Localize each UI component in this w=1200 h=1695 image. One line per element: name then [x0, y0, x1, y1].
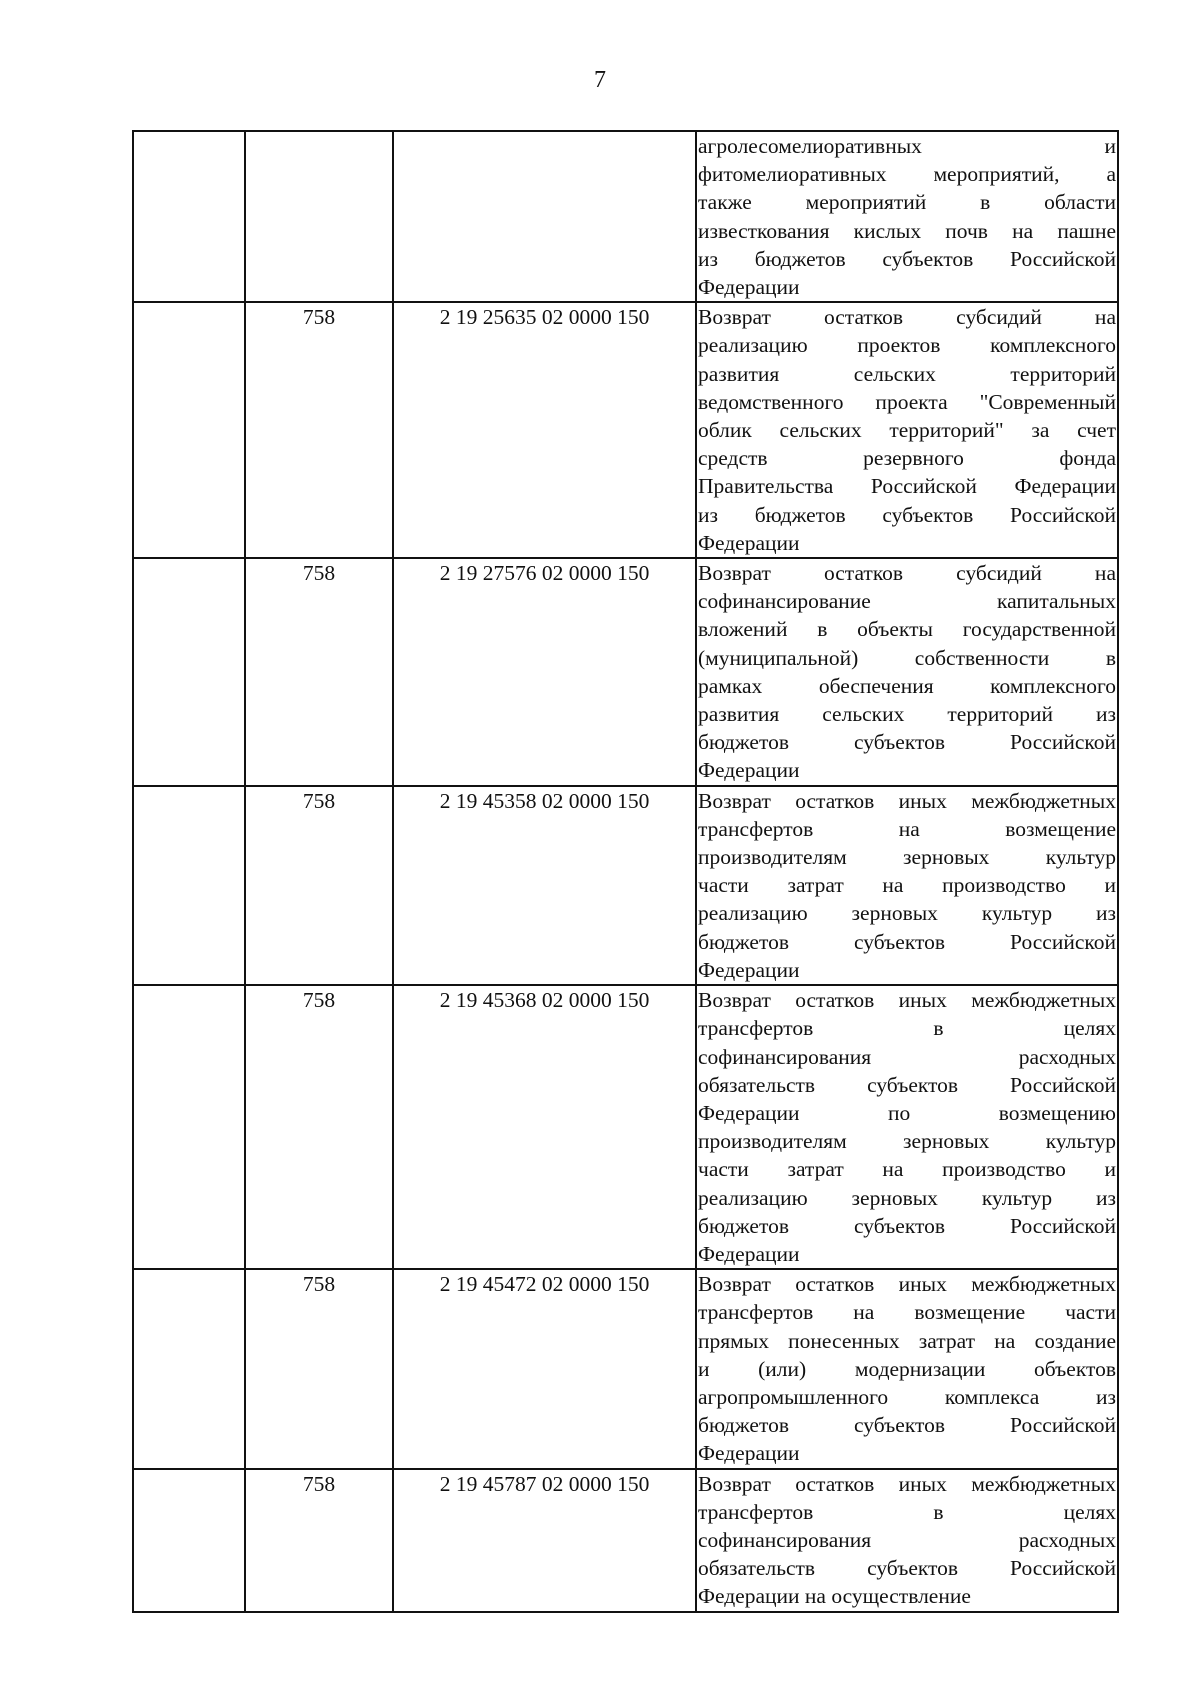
description-line: Федерации по возмещению [698, 1100, 1116, 1125]
empty-cell [133, 302, 245, 558]
description-cell [696, 302, 1118, 558]
kbk-code-cell: 2 19 25635 02 0000 150 [393, 302, 696, 558]
description-line: фитомелиоративных мероприятий, а [698, 162, 1116, 187]
admin-code-cell: 758 [245, 302, 393, 558]
empty-cell [133, 1269, 245, 1468]
empty-cell [133, 1469, 245, 1612]
description-line: трансфертов на возмещение [698, 816, 1116, 841]
description-line: также мероприятий в области [698, 190, 1116, 215]
description-line: бюджетов субъектов Российской [698, 1413, 1116, 1438]
description-line: облик сельских территорий" за счет [698, 418, 1116, 443]
description-line: Возврат остатков иных межбюджетных [698, 1272, 1116, 1297]
table-row [133, 985, 1118, 1269]
description-line: Возврат остатков иных межбюджетных [698, 1471, 1116, 1496]
empty-cell [133, 558, 245, 786]
description-line: производителям зерновых культур [698, 845, 1116, 870]
table-row [133, 1269, 1118, 1468]
kbk-code-cell: 2 19 45358 02 0000 150 [393, 786, 696, 985]
kbk-code-cell [393, 131, 696, 302]
description-line: рамках обеспечения комплексного [698, 673, 1116, 698]
description-line: Правительства Российской Федерации [698, 474, 1116, 499]
budget-classification-table [132, 130, 1119, 1613]
description-cell [696, 786, 1118, 985]
description-line: ведомственного проекта "Современный [698, 389, 1116, 414]
table-row [133, 558, 1118, 786]
admin-code-cell: 758 [245, 558, 393, 786]
table-row [133, 131, 1118, 302]
description-line: Возврат остатков субсидий на [698, 561, 1116, 586]
description-line: трансфертов на возмещение части [698, 1300, 1116, 1325]
table-body [133, 131, 1118, 1612]
table-row [133, 786, 1118, 985]
description-line: бюджетов субъектов Российской [698, 1213, 1116, 1238]
description-line: трансфертов в целях [698, 1499, 1116, 1524]
description-line: софинансирования расходных [698, 1044, 1116, 1069]
description-line: бюджетов субъектов Российской [698, 730, 1116, 755]
description-line: средств резервного фонда [698, 446, 1116, 471]
description-line: известкования кислых почв на пашне [698, 218, 1116, 243]
table-row [133, 302, 1118, 558]
description-line: Возврат остатков субсидий на [698, 305, 1116, 330]
description-line: развития сельских территорий из [698, 702, 1116, 727]
description-line: Федерации [698, 530, 800, 555]
kbk-code-cell: 2 19 45472 02 0000 150 [393, 1269, 696, 1468]
description-line: Возврат остатков иных межбюджетных [698, 788, 1116, 813]
description-line: развития сельских территорий [698, 361, 1116, 386]
description-line: реализацию зерновых культур из [698, 901, 1116, 926]
description-line: трансфертов в целях [698, 1016, 1116, 1041]
description-line: софинансирование капитальных [698, 589, 1116, 614]
description-line: реализацию зерновых культур из [698, 1185, 1116, 1210]
admin-code-cell: 758 [245, 786, 393, 985]
description-cell [696, 1469, 1118, 1612]
kbk-code-cell: 2 19 45368 02 0000 150 [393, 985, 696, 1269]
kbk-code-cell: 2 19 27576 02 0000 150 [393, 558, 696, 786]
description-line: обязательств субъектов Российской [698, 1556, 1116, 1581]
description-line: Федерации [698, 275, 800, 300]
admin-code-cell: 758 [245, 1469, 393, 1612]
description-line: части затрат на производство и [698, 1157, 1116, 1182]
description-line: Федерации на осуществление [698, 1584, 971, 1609]
description-line: реализацию проектов комплексного [698, 333, 1116, 358]
description-line: Федерации [698, 957, 800, 982]
description-cell [696, 558, 1118, 786]
kbk-code-cell: 2 19 45787 02 0000 150 [393, 1469, 696, 1612]
description-line: Федерации [698, 1441, 800, 1466]
description-line: вложений в объекты государственной [698, 617, 1116, 642]
description-line: из бюджетов субъектов Российской [698, 502, 1116, 527]
description-line: части затрат на производство и [698, 873, 1116, 898]
description-line: агропромышленного комплекса из [698, 1384, 1116, 1409]
description-line: из бюджетов субъектов Российской [698, 246, 1116, 271]
admin-code-cell [245, 131, 393, 302]
description-line: бюджетов субъектов Российской [698, 929, 1116, 954]
description-line: Возврат остатков иных межбюджетных [698, 988, 1116, 1013]
description-cell [696, 985, 1118, 1269]
description-line: (муниципальной) собственности в [698, 645, 1116, 670]
description-line: обязательств субъектов Российской [698, 1072, 1116, 1097]
empty-cell [133, 131, 245, 302]
description-line: прямых понесенных затрат на создание [698, 1328, 1116, 1353]
description-cell [696, 131, 1118, 302]
description-line: агролесомелиоративных и [698, 134, 1116, 158]
description-line: софинансирования расходных [698, 1527, 1116, 1552]
description-line: Федерации [698, 758, 800, 783]
description-line: Федерации [698, 1241, 800, 1266]
admin-code-cell: 758 [245, 1269, 393, 1468]
table-row [133, 1469, 1118, 1612]
description-cell [696, 1269, 1118, 1468]
page-number: 7 [594, 67, 606, 93]
admin-code-cell: 758 [245, 985, 393, 1269]
description-line: и (или) модернизации объектов [698, 1356, 1116, 1381]
empty-cell [133, 985, 245, 1269]
empty-cell [133, 786, 245, 985]
description-line: производителям зерновых культур [698, 1129, 1116, 1154]
